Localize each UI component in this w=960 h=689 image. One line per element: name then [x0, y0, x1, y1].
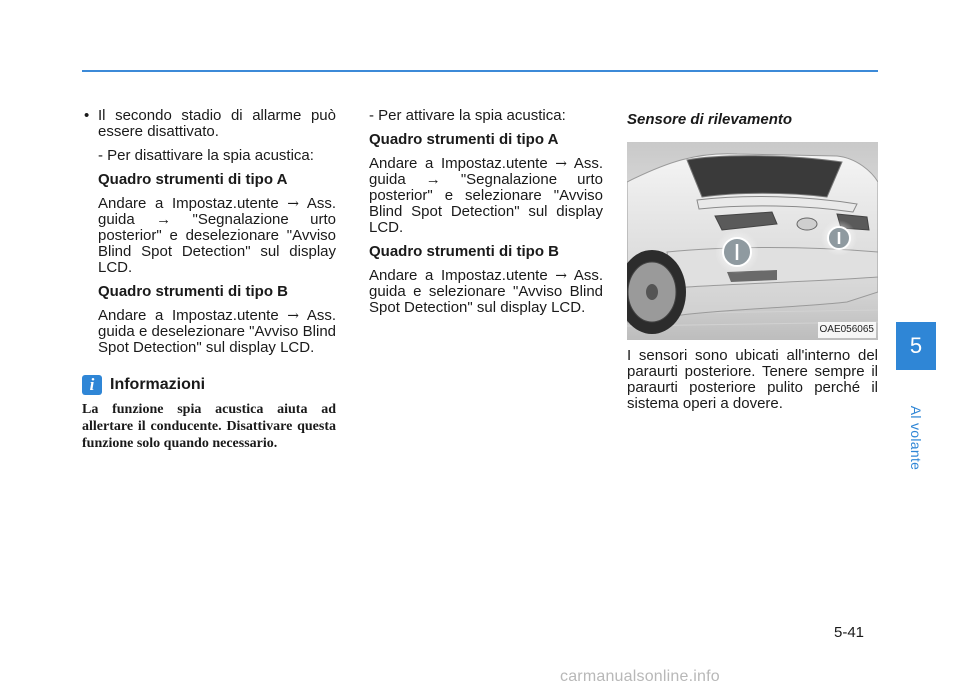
column-middle — [369, 108, 603, 316]
type-b-instruction — [369, 268, 603, 316]
type-a-instruction — [369, 156, 603, 236]
type-b-text-start: Andare a Impostaz.utente — [369, 267, 556, 284]
arrow-icon: → — [287, 308, 300, 324]
type-b-text-start: Andare a Impostaz.utente — [98, 307, 288, 324]
type-b-text-end: Ass. guida e deselezionare "Avviso Blind Spot Detection" sul display LCD. — [98, 307, 336, 356]
type-a-heading: Quadro strumenti di tipo A — [98, 171, 288, 188]
info-text: La funzione spia acustica aiuta ad allertare il conducente. Disattivare questa funzione solo quando necessario. — [82, 402, 336, 451]
car-rear-illustration — [627, 142, 878, 340]
chapter-label: Al volante — [908, 405, 924, 471]
type-b-heading: Quadro strumenti di tipo B — [369, 243, 559, 260]
type-b-instruction — [98, 308, 336, 356]
column-right — [627, 108, 878, 412]
disable-instructions — [82, 148, 336, 356]
bullet-text: Il secondo stadio di allarme può essere disattivato. — [98, 107, 336, 140]
bullet-dot: • — [84, 107, 90, 124]
page-number: 5-41 — [834, 624, 865, 641]
column-left — [82, 108, 336, 452]
figure-code: OAE056065 — [818, 322, 877, 338]
header-rule — [82, 70, 878, 72]
type-b-text-end: Ass. guida e selezionare "Avviso Blind Spot Detection" sul display LCD. — [369, 267, 603, 316]
section-title: Sensore di rilevamento — [627, 111, 793, 128]
arrow-icon: → — [287, 196, 300, 212]
type-a-text-start: Andare a Impostaz.utente — [98, 195, 288, 212]
info-header — [82, 375, 336, 395]
enable-intro: - Per attivare la spia acustica: — [369, 107, 566, 124]
disable-intro: - Per disattivare la spia acustica: — [98, 147, 314, 164]
type-b-heading: Quadro strumenti di tipo B — [98, 283, 288, 300]
type-a-text-end: Ass. guida → "Segnalazione urto posterior" e selezionare "Avviso Blind Spot Detection" sul display LCD. — [369, 155, 603, 236]
type-a-heading: Quadro strumenti di tipo A — [369, 131, 559, 148]
sensor-description: I sensori sono ubicati all'interno del paraurti posteriore. Tenere sempre il paraurti posteriore pulito perché il sistema operi a dovere. — [627, 347, 878, 412]
type-a-instruction — [98, 196, 336, 276]
info-title: Informazioni — [110, 376, 206, 393]
info-icon: i — [82, 375, 102, 395]
arrow-icon: → — [555, 268, 568, 284]
watermark: carmanualsonline.info — [560, 668, 720, 685]
arrow-icon: → — [555, 156, 568, 172]
chapter-tab[interactable]: 5 — [896, 322, 936, 370]
car-illustration-graphic — [627, 142, 878, 340]
type-a-text-start: Andare a Impostaz.utente — [369, 155, 556, 172]
bullet-item — [82, 108, 336, 140]
type-a-text-end: Ass. guida → "Segnalazione urto posterior" e deselezionare "Avviso Blind Spot Detection" sul display LCD. — [98, 195, 336, 276]
